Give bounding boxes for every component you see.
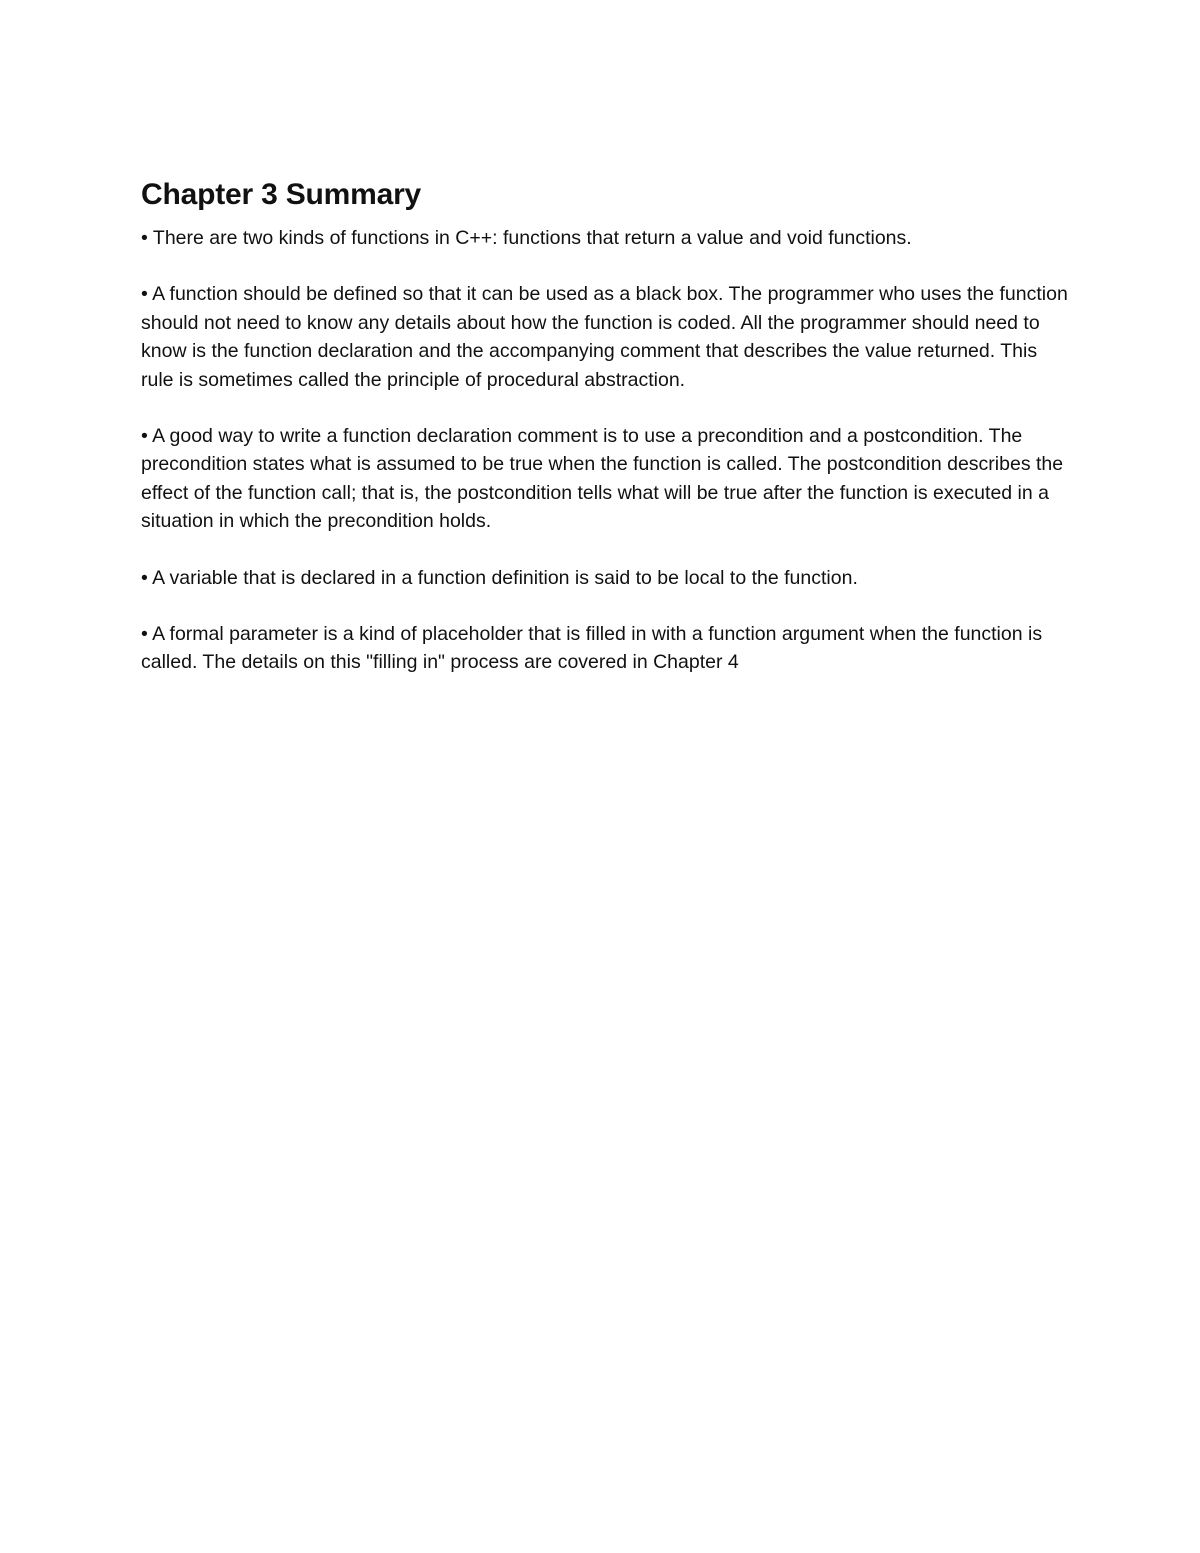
- bullet-icon: •: [141, 566, 148, 589]
- bullet-icon: •: [141, 425, 148, 448]
- list-item-text: There are two kinds of functions in C++: functions that return a value and void functions.: [152, 227, 912, 249]
- list-item-text: A variable that is declared in a function definition is said to be local to the function.: [152, 566, 858, 589]
- bullet-icon: •: [141, 227, 148, 249]
- summary-list: [141, 224, 1071, 677]
- list-item: [141, 422, 1071, 536]
- bullet-icon: •: [141, 283, 148, 306]
- list-item: [141, 564, 1071, 592]
- list-item-text: A good way to write a function declaration comment is to use a precondition and a postcondition. The precondition states what is assumed to be true when the function is called. The postcondition describes the effect of the function call; that is, the postcondition tells what will be true after the function is executed in a situation in which the precondition holds.: [141, 425, 1064, 533]
- document-content: [141, 176, 1071, 705]
- list-item-text: A formal parameter is a kind of placeholder that is filled in with a function argument when the function is called. The details on this "filling in" process are covered in Chapter 4: [141, 623, 1043, 674]
- bullet-icon: •: [141, 623, 148, 646]
- page-title: Chapter 3 Summary: [141, 178, 422, 211]
- list-item: [141, 224, 1071, 252]
- list-item: [141, 280, 1071, 394]
- list-item: [141, 620, 1071, 677]
- list-item-text: A function should be defined so that it can be used as a black box. The programmer who uses the function should not need to know any details about how the function is coded. All the programmer should need to know is the function declaration and the accompanying comment that describes the value returned. This rule is sometimes called the principle of procedural abstraction.: [141, 283, 1068, 391]
